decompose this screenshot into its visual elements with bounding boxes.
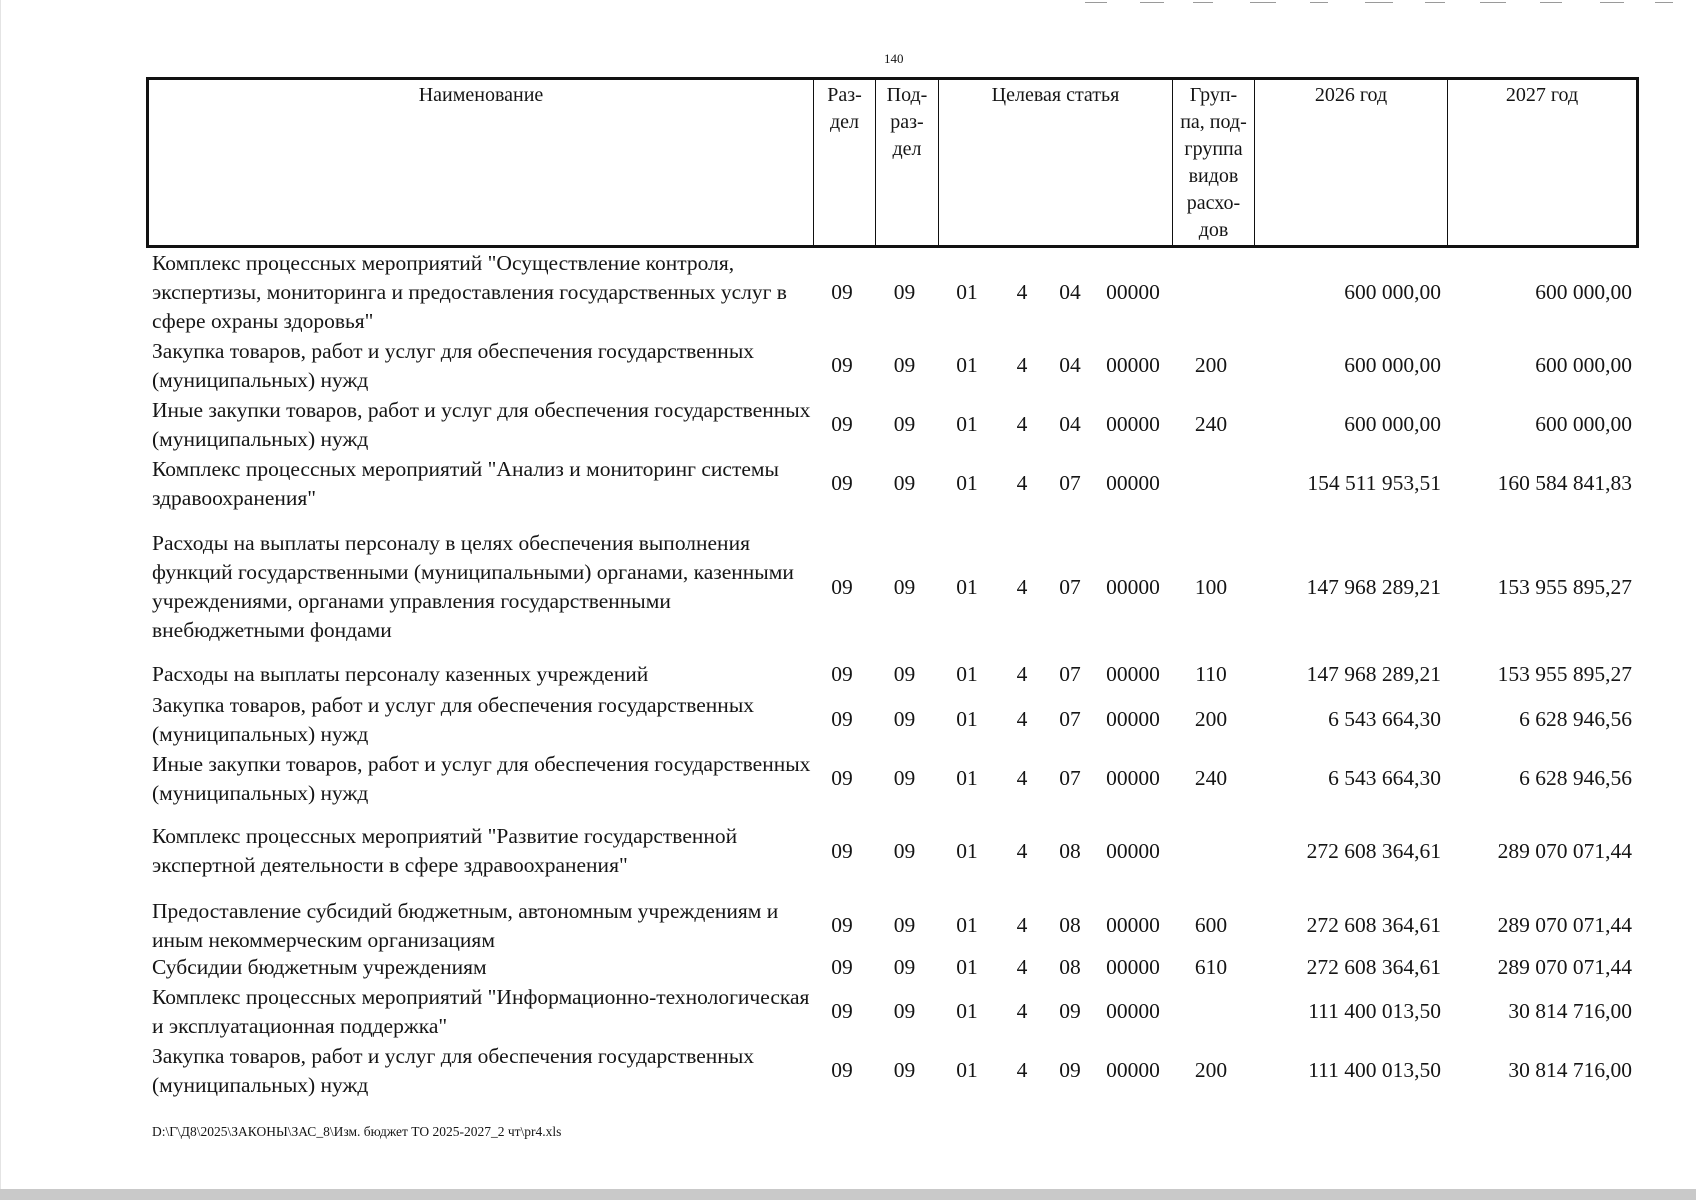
razdel-cell: 09 bbox=[831, 412, 853, 436]
expense-group-cell bbox=[1170, 983, 1252, 1040]
header-name: Наименование bbox=[149, 80, 814, 245]
amount-2027-cell: 30 814 716,00 bbox=[1508, 999, 1632, 1023]
subprogram-code-cell: 4 bbox=[1016, 353, 1028, 377]
expense-group-cell: 200 bbox=[1194, 1058, 1228, 1082]
podrazdel-cell: 09 bbox=[893, 662, 916, 686]
direction-code-cell: 00000 bbox=[1106, 999, 1160, 1023]
subprogram-code-cell: 4 bbox=[1016, 1058, 1028, 1082]
podrazdel-cell: 09 bbox=[893, 913, 916, 937]
event-code-cell: 04 bbox=[1059, 412, 1081, 436]
table-row bbox=[146, 396, 1639, 453]
header-2027: 2027 год bbox=[1505, 84, 1579, 106]
subprogram-code-cell: 4 bbox=[1016, 412, 1028, 436]
table-row bbox=[146, 897, 1639, 954]
scan-mark bbox=[1140, 2, 1164, 3]
subprogram-code-cell: 4 bbox=[1016, 471, 1028, 495]
direction-code-cell: 00000 bbox=[1106, 1058, 1160, 1082]
row-name-cell: Закупка товаров, работ и услуг для обеспечения государственных (муниципальных) нужд bbox=[152, 338, 755, 392]
subprogram-code-cell: 4 bbox=[1016, 999, 1028, 1023]
amount-2027-cell: 6 628 946,56 bbox=[1519, 707, 1632, 731]
expense-group-cell: 240 bbox=[1194, 412, 1228, 436]
podrazdel-cell: 09 bbox=[893, 279, 916, 304]
direction-code-cell: 00000 bbox=[1106, 913, 1160, 937]
event-code-cell: 07 bbox=[1059, 766, 1081, 790]
row-name-cell: Закупка товаров, работ и услуг для обеспечения государственных (муниципальных) нужд bbox=[152, 692, 755, 746]
header-razdel: Раз- дел bbox=[814, 80, 876, 245]
scan-mark bbox=[1540, 2, 1562, 3]
program-code-cell: 01 bbox=[956, 999, 978, 1023]
direction-code-cell: 00000 bbox=[1106, 662, 1160, 686]
table-row bbox=[146, 337, 1639, 394]
razdel-cell: 09 bbox=[831, 913, 853, 937]
amount-2026-cell: 111 400 013,50 bbox=[1308, 999, 1441, 1023]
event-code-cell: 04 bbox=[1059, 279, 1081, 304]
amount-2027-cell: 289 070 071,44 bbox=[1497, 838, 1632, 863]
row-name-cell: Иные закупки товаров, работ и услуг для обеспечения государственных (муниципальных) нужд bbox=[152, 397, 811, 451]
direction-code-cell: 00000 bbox=[1106, 955, 1160, 979]
expense-group-cell: 600 bbox=[1194, 913, 1228, 937]
scan-mark bbox=[1480, 2, 1506, 3]
event-code-cell: 07 bbox=[1059, 574, 1081, 599]
razdel-cell: 09 bbox=[831, 955, 853, 979]
scan-mark bbox=[1250, 2, 1276, 3]
scan-mark bbox=[1365, 2, 1393, 3]
program-code-cell: 01 bbox=[956, 766, 978, 790]
direction-code-cell: 00000 bbox=[1106, 838, 1160, 863]
row-name-cell: Иные закупки товаров, работ и услуг для обеспечения государственных (муниципальных) нужд bbox=[152, 751, 811, 805]
razdel-cell: 09 bbox=[831, 1058, 853, 1082]
amount-2027-cell: 289 070 071,44 bbox=[1497, 955, 1632, 979]
amount-2027-cell: 153 955 895,27 bbox=[1497, 574, 1632, 599]
expense-group-cell: 110 bbox=[1195, 662, 1227, 686]
expense-group-cell: 610 bbox=[1194, 955, 1228, 979]
razdel-cell: 09 bbox=[831, 999, 853, 1023]
amount-2027-cell: 6 628 946,56 bbox=[1519, 766, 1632, 790]
table-row bbox=[146, 1042, 1639, 1099]
program-code-cell: 01 bbox=[956, 707, 978, 731]
program-code-cell: 01 bbox=[956, 471, 978, 495]
direction-code-cell: 00000 bbox=[1106, 707, 1160, 731]
table-row bbox=[146, 455, 1639, 512]
direction-code-cell: 00000 bbox=[1106, 412, 1160, 436]
footer-file-path: D:\Г\Д8\2025\ЗАКОНЫ\ЗАС_8\Изм. бюджет ТО 2025-2027_2 чт\pr4.xls bbox=[152, 1124, 562, 1139]
razdel-cell: 09 bbox=[831, 707, 853, 731]
amount-2026-cell: 600 000,00 bbox=[1344, 412, 1441, 436]
table-header bbox=[146, 77, 1639, 248]
amount-2026-cell: 6 543 664,30 bbox=[1328, 707, 1441, 731]
direction-code-cell: 00000 bbox=[1106, 353, 1160, 377]
expense-group-cell bbox=[1170, 247, 1252, 337]
razdel-cell: 09 bbox=[831, 279, 853, 304]
program-code-cell: 01 bbox=[956, 913, 978, 937]
amount-2027-cell: 600 000,00 bbox=[1535, 279, 1632, 304]
podrazdel-cell: 09 bbox=[893, 412, 916, 436]
event-code-cell: 07 bbox=[1059, 662, 1081, 686]
razdel-cell: 09 bbox=[831, 471, 853, 495]
program-code-cell: 01 bbox=[956, 279, 978, 304]
expense-group-cell: 200 bbox=[1194, 353, 1228, 377]
program-code-cell: 01 bbox=[956, 662, 978, 686]
event-code-cell: 07 bbox=[1059, 471, 1081, 495]
amount-2026-cell: 272 608 364,61 bbox=[1306, 913, 1441, 937]
podrazdel-cell: 09 bbox=[893, 838, 916, 863]
amount-2026-cell: 600 000,00 bbox=[1344, 279, 1441, 304]
amount-2026-cell: 272 608 364,61 bbox=[1306, 838, 1441, 863]
amount-2026-cell: 154 511 953,51 bbox=[1307, 471, 1441, 495]
expense-group-cell: 100 bbox=[1194, 574, 1228, 599]
razdel-cell: 09 bbox=[831, 353, 853, 377]
row-name-cell: Закупка товаров, работ и услуг для обеспечения государственных (муниципальных) нужд bbox=[152, 1043, 755, 1097]
direction-code-cell: 00000 bbox=[1106, 471, 1160, 495]
scan-mark bbox=[1425, 2, 1445, 3]
scan-mark bbox=[1310, 2, 1328, 3]
podrazdel-cell: 09 bbox=[893, 999, 916, 1023]
header-podrazdel: Под- раз- дел bbox=[876, 80, 939, 245]
subprogram-code-cell: 4 bbox=[1016, 707, 1028, 731]
razdel-cell: 09 bbox=[831, 574, 853, 599]
event-code-cell: 04 bbox=[1059, 353, 1081, 377]
amount-2027-cell: 600 000,00 bbox=[1535, 353, 1632, 377]
event-code-cell: 07 bbox=[1059, 707, 1081, 731]
program-code-cell: 01 bbox=[956, 574, 978, 599]
scan-mark bbox=[1600, 2, 1624, 3]
subprogram-code-cell: 4 bbox=[1016, 574, 1028, 599]
amount-2026-cell: 147 968 289,21 bbox=[1306, 574, 1441, 599]
amount-2027-cell: 160 584 841,83 bbox=[1497, 471, 1632, 495]
podrazdel-cell: 09 bbox=[893, 955, 916, 979]
row-name-cell: Комплекс процессных мероприятий "Развитие государственной экспертной деятельности в сфере здравоохранения" bbox=[152, 824, 738, 877]
table-row bbox=[146, 953, 1639, 982]
direction-code-cell: 00000 bbox=[1106, 574, 1160, 599]
row-name-cell: Комплекс процессных мероприятий "Информационно-технологическая и эксплуатационная поддержка" bbox=[152, 984, 810, 1038]
row-name-cell: Предоставление субсидий бюджетным, автономным учреждениям и иным некоммерческим организациям bbox=[152, 898, 779, 952]
subprogram-code-cell: 4 bbox=[1016, 766, 1028, 790]
amount-2026-cell: 111 400 013,50 bbox=[1308, 1058, 1441, 1082]
podrazdel-cell: 09 bbox=[893, 471, 916, 495]
amount-2026-cell: 600 000,00 bbox=[1344, 353, 1441, 377]
table-row bbox=[146, 660, 1639, 689]
row-name-cell: Расходы на выплаты персоналу в целях обеспечения выполнения функций государственными (муниципальными) органами, казенными учреждениями, органами управления государственными внебюджетными фондами bbox=[152, 531, 794, 642]
table-row bbox=[146, 691, 1639, 748]
podrazdel-cell: 09 bbox=[893, 353, 916, 377]
program-code-cell: 01 bbox=[956, 353, 978, 377]
table-row bbox=[146, 820, 1639, 882]
header-tselevaya-statya: Целевая статья bbox=[939, 80, 1173, 245]
event-code-cell: 09 bbox=[1059, 1058, 1081, 1082]
row-name-cell: Субсидии бюджетным учреждениям bbox=[152, 955, 487, 979]
row-name-cell: Комплекс процессных мероприятий "Осуществление контроля, экспертизы, мониторинга и предоставления государственных услуг в сфере охраны здоровья" bbox=[152, 250, 787, 333]
amount-2027-cell: 600 000,00 bbox=[1535, 412, 1632, 436]
razdel-cell: 09 bbox=[831, 662, 853, 686]
scan-mark bbox=[1085, 2, 1107, 3]
header-gruppa-vidov: Груп- па, под- группа видов расхо- дов bbox=[1173, 80, 1255, 245]
table-row bbox=[146, 528, 1639, 646]
event-code-cell: 08 bbox=[1059, 913, 1081, 937]
program-code-cell: 01 bbox=[956, 955, 978, 979]
row-name-cell: Расходы на выплаты персоналу казенных учреждений bbox=[152, 662, 649, 686]
amount-2027-cell: 153 955 895,27 bbox=[1497, 662, 1632, 686]
podrazdel-cell: 09 bbox=[893, 707, 916, 731]
program-code-cell: 01 bbox=[956, 412, 978, 436]
amount-2027-cell: 30 814 716,00 bbox=[1508, 1058, 1632, 1082]
subprogram-code-cell: 4 bbox=[1016, 838, 1028, 863]
podrazdel-cell: 09 bbox=[893, 766, 916, 790]
scan-mark bbox=[1655, 2, 1673, 3]
header-2026: 2026 год bbox=[1255, 80, 1448, 245]
program-code-cell: 01 bbox=[956, 1058, 978, 1082]
scan-mark bbox=[1193, 2, 1213, 3]
expense-group-cell: 200 bbox=[1194, 707, 1228, 731]
page-number: 140 bbox=[884, 51, 904, 66]
direction-code-cell: 00000 bbox=[1106, 766, 1160, 790]
amount-2026-cell: 6 543 664,30 bbox=[1328, 766, 1441, 790]
event-code-cell: 08 bbox=[1059, 955, 1081, 979]
podrazdel-cell: 09 bbox=[893, 574, 916, 599]
row-name-cell: Комплекс процессных мероприятий "Анализ и мониторинг системы здравоохранения" bbox=[152, 456, 779, 510]
event-code-cell: 09 bbox=[1059, 999, 1081, 1023]
program-code-cell: 01 bbox=[956, 838, 978, 863]
scan-edge-bottom bbox=[0, 1189, 1696, 1200]
subprogram-code-cell: 4 bbox=[1016, 662, 1028, 686]
subprogram-code-cell: 4 bbox=[1016, 279, 1028, 304]
table-row bbox=[146, 983, 1639, 1040]
subprogram-code-cell: 4 bbox=[1016, 913, 1028, 937]
expense-group-cell bbox=[1170, 455, 1252, 512]
amount-2026-cell: 272 608 364,61 bbox=[1306, 955, 1441, 979]
scan-edge-left bbox=[0, 0, 1, 1189]
amount-2027-cell: 289 070 071,44 bbox=[1497, 913, 1632, 937]
expense-group-cell: 240 bbox=[1194, 766, 1228, 790]
direction-code-cell: 00000 bbox=[1106, 279, 1160, 304]
razdel-cell: 09 bbox=[831, 766, 853, 790]
amount-2026-cell: 147 968 289,21 bbox=[1306, 662, 1441, 686]
razdel-cell: 09 bbox=[831, 838, 853, 863]
subprogram-code-cell: 4 bbox=[1016, 955, 1028, 979]
expense-group-cell bbox=[1170, 820, 1252, 882]
table-row bbox=[146, 247, 1639, 337]
podrazdel-cell: 09 bbox=[893, 1058, 916, 1082]
table-row bbox=[146, 750, 1639, 807]
event-code-cell: 08 bbox=[1059, 838, 1081, 863]
